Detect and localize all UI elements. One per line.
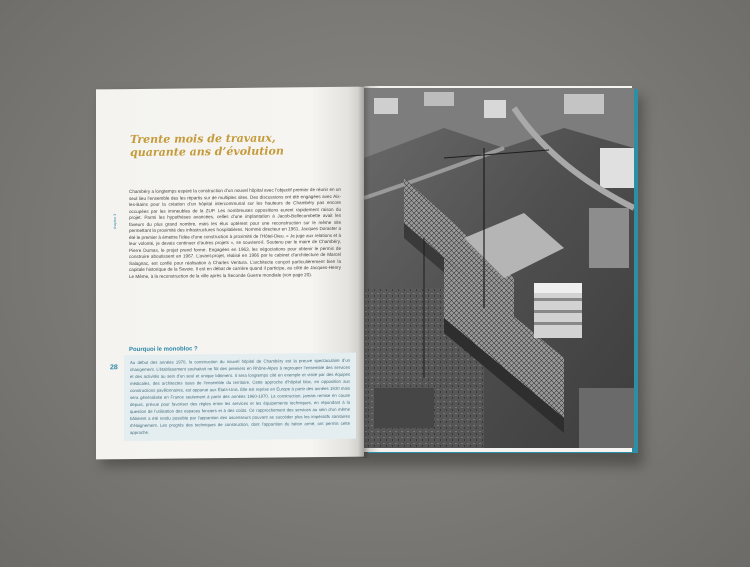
left-page [96, 87, 364, 460]
tower-window-band [534, 310, 582, 313]
town-building [374, 98, 398, 114]
page-title [130, 131, 330, 159]
yard-area [374, 388, 434, 428]
town-building [484, 100, 506, 118]
tower-window-band [534, 322, 582, 325]
body-text: Chambéry a longtemps espéré la construction d’un nouvel hôpital avec l’objectif premier de réunir en un seul lieu l’ensemble des les répartis sur de multiples sites. Des discussions ont été engagées avec Aix-les-Bains pour la création d’un hôpital intercommunal sur les hauteurs de Chambéry pas encore occupées par les immeubles de la ZUP. Les nombreuses oppositions eurent rapidement raison du projet. Parmi les hypothèses avancées, celles d’une implantation à Jacob-Bellecombette avait les faveurs du plus grand nombre, mais les élus optèrent pour une reconstruction sur le même site permettant la proximité des infrastructures hospitalières. Nommé directeur en 1961, Jacques Doraster a été le premier à émettre l’idée d’une construction à proximité de l’Hôtel-Dieu. « Je juge aux relations et à leur volonté, je devais continuer d’autres projets », se souvient-il. Soutenu par le maire de Chambéry, Pierre Dumas, le projet prend forme. Engagées en 1963, les négociations pour obtenir le permis de construire aboutissent en 1967. L’avant-projet, réalisé en 1966 par le cabinet d’architecture de Marcel Salagnac, est confié pour réalisation à Charles Ventura. L’architecte conçoit particulièrement bien la capitale historique de la Savoie. Il est en débat de carrière quand il participe, au côté de Jacques-Henry Le Même, à la reconstruction de la ville après la Seconde Guerre mondiale (voir page 20). [129, 186, 341, 279]
chapter-side-label: chapitre 3 [113, 213, 117, 230]
title-line-1: Trente mois de travaux, [130, 131, 276, 147]
town-building-white [600, 148, 634, 188]
page-number: 28 [110, 364, 118, 372]
sidebar-box-text: Au début des années 1970, la construction du nouvel hôpital de Chambéry est la preuve spectaculaire d’un changement. L’établissement souhaitait ne fût des premiers en Rhône-Alpes à regrouper l’ensemble des services et des activités au sein d’un seul et unique bâtiment. Il sera longtemps cité en exemple et visité par des équipes médicales, des architectes issus de l’ensemble du territoire. Cette approche d’hôpital bloc, en opposition aux constructions pavillonnaires, est apparue aux États-Unis. Elle est reprise en Europe à partir des années 1930 mais sera généralisée en France seulement à partir des années 1960-1970. La construction, jamais remise en cause depuis, prévue pour favoriser des règles entre les services et les équipements techniques, en répondant à la question de l’utilisation des espaces fonciers et à des coûts. Ce rapprochement des services au sein d’un même bâtiment a été rendu possible par l’apparition des ascenseurs pouvant se succéder plus les impératifs sanitaires d’éloignement. Les progrès des techniques de construction, dont l’apparition du béton armé, ont permis cette approche. [130, 357, 350, 436]
parking-area [579, 388, 634, 448]
tower-roof [534, 283, 582, 293]
open-book [96, 86, 637, 458]
book-gutter [358, 86, 370, 458]
sidebar-box [124, 353, 356, 441]
adjacent-building [589, 208, 629, 268]
tower-window-band [534, 298, 582, 301]
aerial-construction-photo [364, 88, 634, 448]
title-line-2: quarante ans d’évolution [130, 144, 284, 160]
town-building [424, 92, 454, 106]
town-building [564, 94, 604, 114]
photo-svg [364, 88, 634, 448]
section-heading: Pourquoi le monobloc ? [129, 346, 198, 354]
